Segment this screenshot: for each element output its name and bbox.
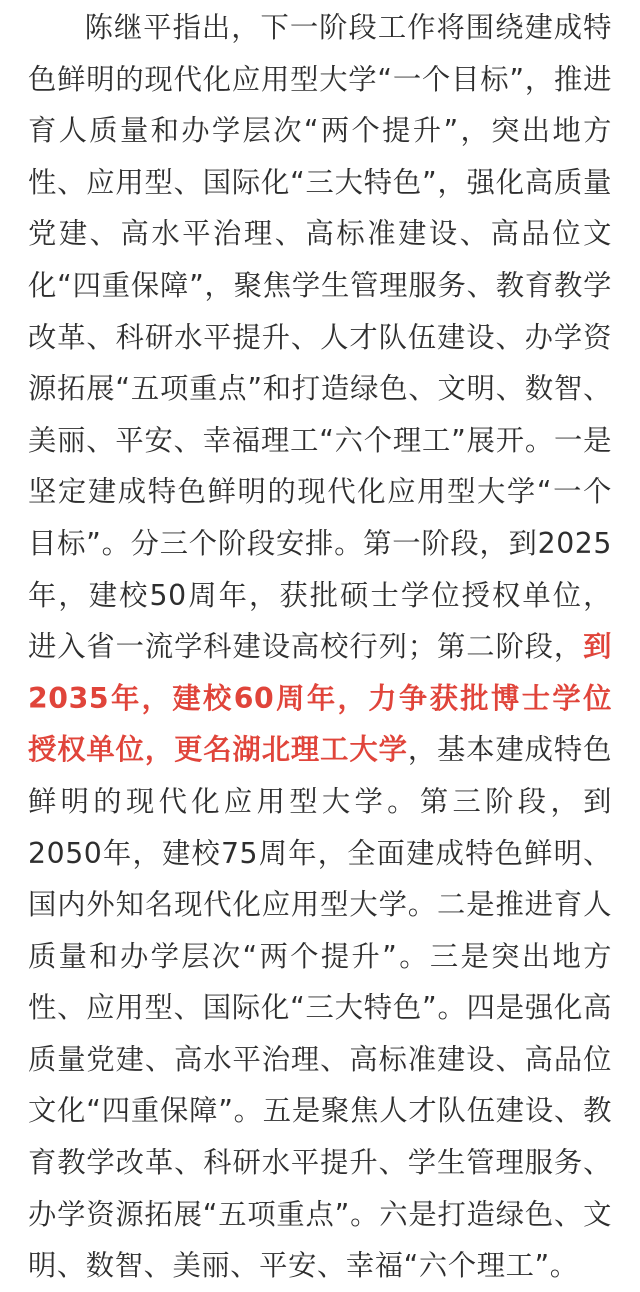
highlighted-text: 到2035年，建校60周年，力争获批博士学位授权单位，更名湖北理工大学 [28, 630, 612, 767]
paragraph-text-after: ，基本建成特色鲜明的现代化应用型大学。第三阶段，到2050年，建校75周年，全面建成特色鲜明、国内外知名现代化应用型大学。二是推进育人质量和办学层次“两个提升”。三是突出地方性、应用型、国际化“三大特色”。四是强化高质量党建、高水平治理、高标准建设、高品位文化“四重保障”。五是聚焦人才队伍建设、教育教学改革、科研水平提升、学生管理服务、办学资源拓展“五项重点”。六是打造绿色、文明、数智、美丽、平安、幸福“六个理工”。 [28, 733, 613, 1283]
paragraph-text-before: 陈继平指出，下一阶段工作将围绕建成特色鲜明的现代化应用型大学“一个目标”，推进育人质量和办学层次“两个提升”，突出地方性、应用型、国际化“三大特色”，强化高质量党建、高水平治理、高标准建设、高品位文化“四重保障”，聚焦学生管理服务、教育教学改革、科研水平提升、人才队伍建设、办学资源拓展“五项重点”和打造绿色、文明、数智、美丽、平安、幸福理工“六个理工”展开。一是坚定建成特色鲜明的现代化应用型大学“一个目标”。分三个阶段安排。第一阶段，到2025年，建校50周年，获批硕士学位授权单位，进入省一流学科建设高校行列；第二阶段， [28, 11, 612, 664]
